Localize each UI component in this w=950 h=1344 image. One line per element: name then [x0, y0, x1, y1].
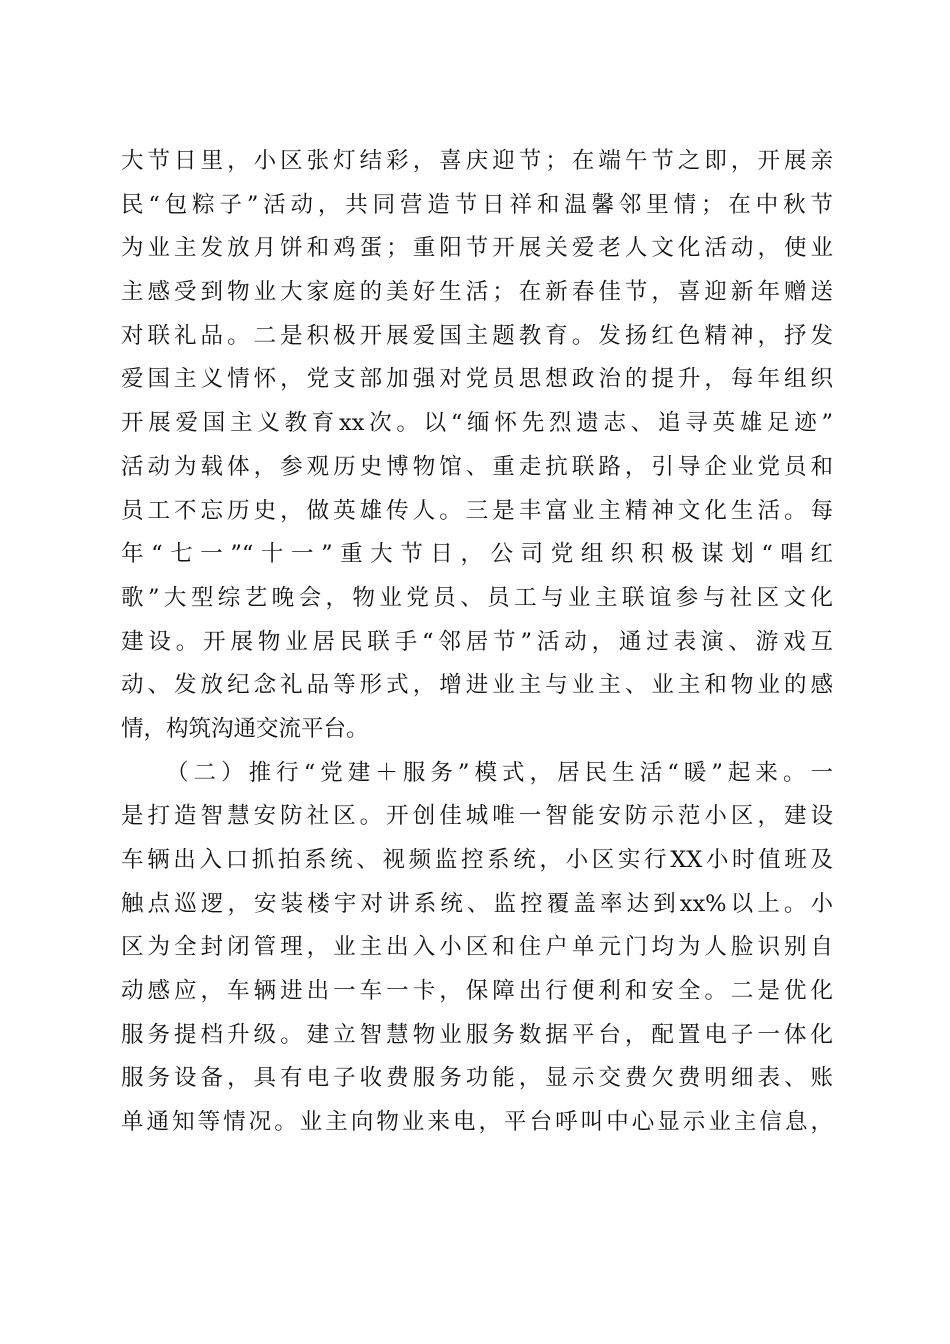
- paragraph-line: 情，构筑沟通交流平台。: [121, 715, 369, 742]
- paragraph-line: 爱国主义情怀，党支部加强对党员思想政治的提升，每年组织: [121, 366, 833, 393]
- document-body: [121, 140, 833, 1145]
- paragraph-line: 年“七一”“十一”重大节日，公司党组织积极谋划“唱红: [121, 541, 833, 568]
- paragraph-line-indented: （二）推行“党建＋服务”模式，居民生活“暖”起来。一: [166, 759, 833, 786]
- paragraph-line: 区为全封闭管理，业主出入小区和住户单元门均为人脸识别自: [121, 934, 833, 961]
- paragraph-2: [121, 752, 833, 1145]
- paragraph-line: 服务设备，具有电子收费服务功能，显示交费欠费明细表、账: [121, 1065, 833, 1092]
- paragraph-line: 服务提档升级。建立智慧物业服务数据平台，配置电子一体化: [121, 1021, 833, 1048]
- paragraph-line: 为业主发放月饼和鸡蛋；重阳节开展关爱老人文化活动，使业: [121, 235, 833, 262]
- paragraph-line: 民“包粽子”活动，共同营造节日祥和温馨邻里情；在中秋节: [121, 191, 833, 218]
- paragraph-line: 动感应，车辆进出一车一卡，保障出行便利和安全。二是优化: [121, 978, 833, 1005]
- paragraph-line: 主感受到物业大家庭的美好生活；在新春佳节，喜迎新年赠送: [121, 279, 833, 306]
- paragraph-line: 动、发放纪念礼品等形式，增进业主与业主、业主和物业的感: [121, 672, 833, 699]
- paragraph-line: 是打造智慧安防社区。开创佳城唯一智能安防示范小区，建设: [121, 803, 833, 830]
- paragraph-line: 触点巡逻，安装楼宇对讲系统、监控覆盖率达到xx%以上。小: [121, 890, 833, 917]
- paragraph-line: 大节日里，小区张灯结彩，喜庆迎节；在端午节之即，开展亲: [121, 148, 833, 174]
- paragraph-line: 建设。开展物业居民联手“邻居节”活动，通过表演、游戏互: [121, 628, 833, 655]
- paragraph-line: 车辆出入口抓拍系统、视频监控系统，小区实行XX小时值班及: [121, 847, 833, 873]
- paragraph-line: 活动为载体，参观历史博物馆、重走抗联路，引导企业党员和: [121, 453, 833, 480]
- paragraph-line: 歌”大型综艺晚会，物业党员、员工与业主联谊参与社区文化: [121, 584, 833, 611]
- paragraph-line: 单通知等情况。业主向物业来电，平台呼叫中心显示业主信息，: [121, 1109, 833, 1136]
- paragraph-line: 对联礼品。二是积极开展爱国主题教育。发扬红色精神，抒发: [121, 322, 833, 349]
- paragraph-line: 开展爱国主义教育xx次。以“缅怀先烈遗志、追寻英雄足迹”: [121, 410, 833, 437]
- paragraph-line: 员工不忘历史，做英雄传人。三是丰富业主精神文化生活。每: [121, 497, 833, 524]
- paragraph-1: [121, 140, 833, 752]
